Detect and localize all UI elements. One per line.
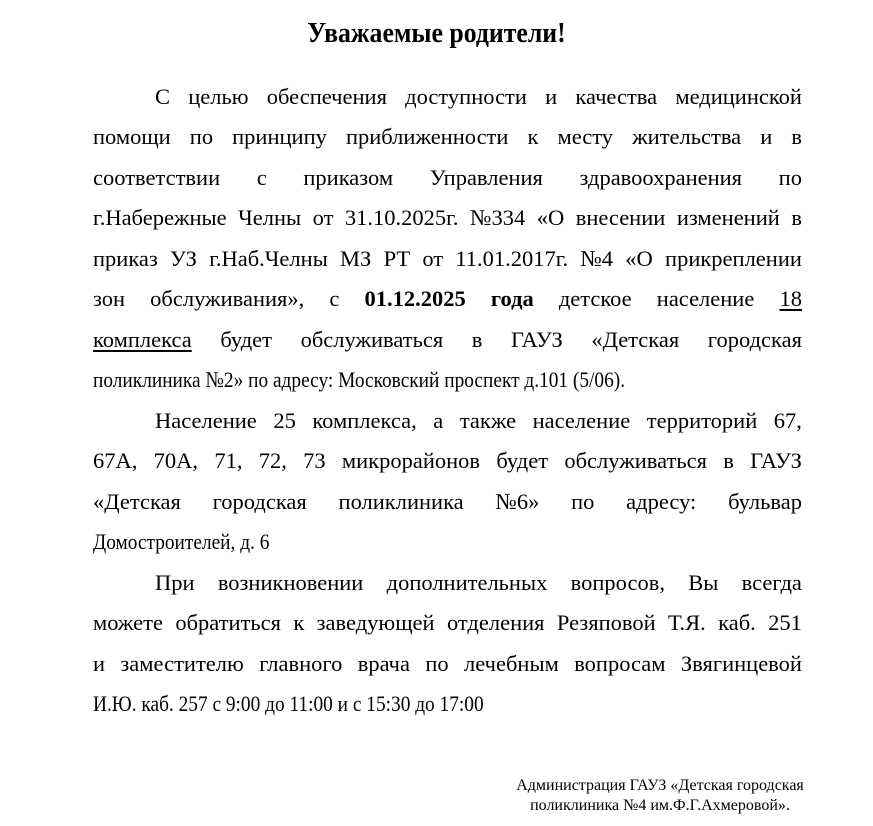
paragraph-2-line-2 xyxy=(93,446,802,476)
word: доступности xyxy=(405,84,527,109)
word: г.Наб.Челны xyxy=(209,246,328,271)
word: 67, xyxy=(773,408,802,433)
paragraph-2-line-4: Домостроителей, д. 6 xyxy=(93,529,270,554)
word: «О xyxy=(625,246,653,271)
word: комплекса, xyxy=(312,408,417,433)
word: возникновении xyxy=(217,570,364,595)
effective-date: 01.12.2025 xyxy=(364,286,466,311)
word: лечебным xyxy=(464,651,559,676)
word: С xyxy=(155,84,171,109)
complex-word-underlined: комплекса xyxy=(93,327,192,352)
word: по xyxy=(778,165,802,190)
word: приказом xyxy=(303,165,394,190)
word: медицинской xyxy=(675,84,802,109)
word: обеспечения xyxy=(266,84,387,109)
word: прикреплении xyxy=(665,246,802,271)
word: поликлиника xyxy=(338,489,464,514)
paragraph-1-line-1 xyxy=(155,82,802,112)
word: в xyxy=(471,327,483,352)
paragraph-3-line-1 xyxy=(155,568,802,598)
word: с xyxy=(329,286,340,311)
word: будет xyxy=(220,327,273,352)
signature-block xyxy=(470,776,850,816)
word: 70А, xyxy=(153,448,199,473)
paragraph-1-line-2 xyxy=(93,122,802,152)
word: обратиться xyxy=(175,610,281,635)
complex-number-underlined: 18 xyxy=(779,286,802,311)
paragraph-1-line-5 xyxy=(93,244,802,274)
word: 72, xyxy=(258,448,287,473)
paragraph-1-line-6 xyxy=(93,284,802,314)
word: по xyxy=(189,124,214,149)
word: УЗ xyxy=(170,246,197,271)
word: обслуживаться xyxy=(300,327,444,352)
word: ГАУЗ xyxy=(511,327,563,352)
word: бульвар xyxy=(728,489,802,514)
word: по xyxy=(571,489,595,514)
paragraph-3-line-4: И.Ю. каб. 257 с 9:00 до 11:00 и с 15:30 до 17:00 xyxy=(93,691,484,716)
word: принципу xyxy=(232,124,327,149)
word: детское xyxy=(558,286,632,311)
word: обслуживания», xyxy=(150,286,305,311)
word: «Детская xyxy=(93,489,181,514)
word: городская xyxy=(212,489,307,514)
word: №4 xyxy=(580,246,614,271)
word: изменений xyxy=(676,205,780,230)
word: территорий xyxy=(646,408,758,433)
word: При xyxy=(155,570,195,595)
word: №6» xyxy=(495,489,540,514)
paragraph-1-line-8: поликлиника №2» по адресу: Московский проспект д.101 (5/06). xyxy=(93,367,626,392)
word: обслуживаться xyxy=(564,448,707,473)
word: Челны xyxy=(238,205,302,230)
word: городская xyxy=(707,327,802,352)
word: г.Набережные xyxy=(93,205,227,230)
word: здравоохранения xyxy=(579,165,743,190)
word: врача xyxy=(357,651,410,676)
word: заместителю xyxy=(120,651,244,676)
word: с xyxy=(256,165,267,190)
word: «О xyxy=(536,205,565,230)
word: помощи xyxy=(93,124,171,149)
paragraph-2-line-1 xyxy=(155,406,802,436)
paragraph-1-line-7 xyxy=(93,325,802,355)
word: 31.10.2025г. xyxy=(344,205,459,230)
word: в xyxy=(723,448,734,473)
word: будет xyxy=(496,448,549,473)
word: зон xyxy=(93,286,126,311)
word: адресу: xyxy=(626,489,697,514)
word: приказ xyxy=(93,246,158,271)
word: жительства xyxy=(632,124,742,149)
word: главного xyxy=(259,651,343,676)
word: в xyxy=(791,205,802,230)
word: 73 xyxy=(303,448,326,473)
word: 25 xyxy=(273,408,296,433)
effective-date-word: года xyxy=(490,286,534,311)
word: месту xyxy=(557,124,614,149)
word: «Детская xyxy=(591,327,680,352)
word: можете xyxy=(93,610,163,635)
document-title: Уважаемые родители! xyxy=(307,18,566,49)
paragraph-1-line-3 xyxy=(93,163,802,193)
word: и xyxy=(545,84,558,109)
word: целью xyxy=(188,84,249,109)
word: Управления xyxy=(429,165,543,190)
signature-line-1: Администрация ГАУЗ «Детская городская xyxy=(516,777,804,794)
word: также xyxy=(459,408,517,433)
word: Резяповой xyxy=(556,610,656,635)
word: МЗ xyxy=(340,246,372,271)
word: внесении xyxy=(575,205,666,230)
word: вопросам xyxy=(574,651,666,676)
paragraph-1-line-4 xyxy=(93,203,802,233)
word: от xyxy=(312,205,334,230)
word: вопросов, xyxy=(570,570,665,595)
word: население xyxy=(656,286,755,311)
word: ГАУЗ xyxy=(750,448,802,473)
word: приближенности xyxy=(345,124,509,149)
word: соответствии xyxy=(93,165,221,190)
word: каб. xyxy=(718,610,756,635)
word: 71, xyxy=(214,448,243,473)
word: качества xyxy=(575,84,658,109)
word: 251 xyxy=(768,610,802,635)
word: Население xyxy=(155,408,257,433)
word: а xyxy=(433,408,444,433)
word: №334 xyxy=(470,205,526,230)
word: и xyxy=(760,124,773,149)
word: и xyxy=(93,651,106,676)
word: Звягинцевой xyxy=(680,651,802,676)
word: РТ xyxy=(383,246,411,271)
word: всегда xyxy=(741,570,802,595)
word: микрорайонов xyxy=(341,448,481,473)
word: 11.01.2017г. xyxy=(455,246,569,271)
word: от xyxy=(422,246,444,271)
word: по xyxy=(425,651,449,676)
word: заведующей xyxy=(316,610,435,635)
word: к xyxy=(293,610,305,635)
word: к xyxy=(527,124,539,149)
word: 67А, xyxy=(93,448,138,473)
word: отделения xyxy=(446,610,545,635)
paragraph-3-line-2 xyxy=(93,608,802,638)
word: дополнительных xyxy=(386,570,548,595)
paragraph-2-line-3 xyxy=(93,487,802,517)
paragraph-3-line-3 xyxy=(93,649,802,679)
word: в xyxy=(791,124,802,149)
word: Т.Я. xyxy=(668,610,706,635)
word: население xyxy=(532,408,631,433)
word: Вы xyxy=(688,570,719,595)
signature-line-2: поликлиника №4 им.Ф.Г.Ахмеровой». xyxy=(530,797,790,814)
